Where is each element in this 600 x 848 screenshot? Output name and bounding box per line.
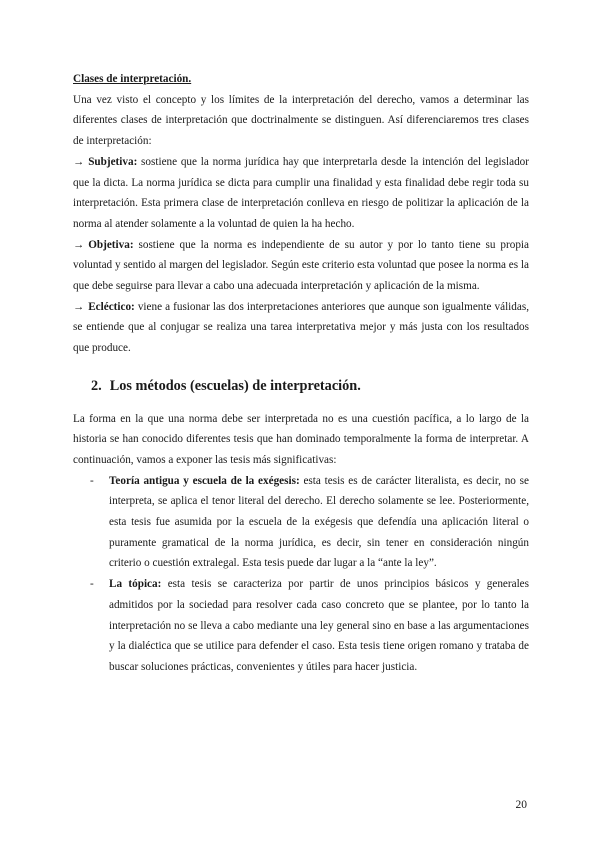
item-lead: La tópica: bbox=[109, 578, 162, 591]
list-item-exegesis bbox=[73, 471, 529, 575]
arrow-icon: → bbox=[73, 155, 85, 168]
list-item-topica bbox=[73, 574, 529, 678]
heading-title: Los métodos (escuelas) de interpretación. bbox=[109, 377, 361, 394]
arrow-icon: → bbox=[73, 238, 85, 251]
heading-number: 2. bbox=[91, 377, 102, 394]
item-text: esta tesis es de carácter literalista, es decir, no se interpreta, se aplica el tenor literal del derecho. El derecho solamente se lee. Posteriormente, esta tesis fue asumida por la escuela de la exégesis que defendía una aplicación literal o puramente gramatical de la norma jurídica, es decir, sin tener en consideración ningún criterio o cuestión extralegal. Esta tesis puede dar lugar a la “ante la ley”. bbox=[109, 474, 529, 570]
page-number: 20 bbox=[515, 799, 527, 811]
item-lead: Ecléctico: bbox=[88, 300, 135, 313]
section-title: Clases de interpretación. bbox=[73, 73, 192, 85]
item-text: sostiene que la norma jurídica hay que interpretarla desde la intención del legislador que la dicta. La norma jurídica se dicta para cumplir una finalidad y esta finalidad debe regir toda su interpretación. Esta primera clase de interpretación conlleva en riesgo de politizar la aplicación de la norma al atender solamente a la voluntad de quien la ha hecho. bbox=[73, 155, 529, 230]
document-page bbox=[73, 69, 529, 678]
item-text: sostiene que la norma es independiente de su autor y por lo tanto tiene su propia voluntad y sentido al margen del legislador. Según este criterio esta voluntad que posee la norma es la que debe seguirse para llevar a cabo una adecuada interpretación y aplicación de la misma. bbox=[73, 238, 529, 293]
item-text: viene a fusionar las dos interpretaciones anteriores que aunque son igualmente válidas, se entiende que al conjugar se realiza una tarea interpretativa mejor y más justa con los resultados que produce. bbox=[73, 300, 529, 355]
item-lead: Teoría antigua y escuela de la exégesis: bbox=[109, 474, 300, 487]
section-intro: Una vez visto el concepto y los límites de la interpretación del derecho, vamos a determinar las diferentes clases de interpretación que doctrinalmente se distinguen. Así diferenciaremos tres clases de interpretación: bbox=[73, 93, 529, 148]
list-item-subjetiva bbox=[73, 152, 529, 235]
dash-bullet: - bbox=[90, 474, 94, 487]
list-item-eclectico bbox=[73, 297, 529, 359]
list-item-objetiva bbox=[73, 235, 529, 297]
item-text: esta tesis se caracteriza por partir de unos principios básicos y generales admitidos por la sociedad para resolver cada caso concreto que se plantee, por lo tanto la interpretación no se lleva a cabo mediante una ley general sino en base a las argumentaciones y la dialéctica que se utilice para defender el caso. Esta tesis tiene origen romano y trataba de buscar soluciones prácticas, convenientes y útiles para hacer justicia. bbox=[109, 578, 530, 673]
section-heading bbox=[91, 376, 529, 397]
methods-list bbox=[73, 471, 529, 678]
item-lead: Objetiva: bbox=[88, 238, 134, 251]
dash-bullet: - bbox=[90, 578, 94, 591]
methods-intro: La forma en la que una norma debe ser interpretada no es una cuestión pacífica, a lo largo de la historia se han conocido diferentes tesis que han dominado temporalmente la forma de interpretar. A continuación, vamos a exponer las tesis más significativas: bbox=[73, 412, 529, 466]
arrow-icon: → bbox=[73, 300, 85, 313]
item-lead: Subjetiva: bbox=[88, 155, 138, 168]
